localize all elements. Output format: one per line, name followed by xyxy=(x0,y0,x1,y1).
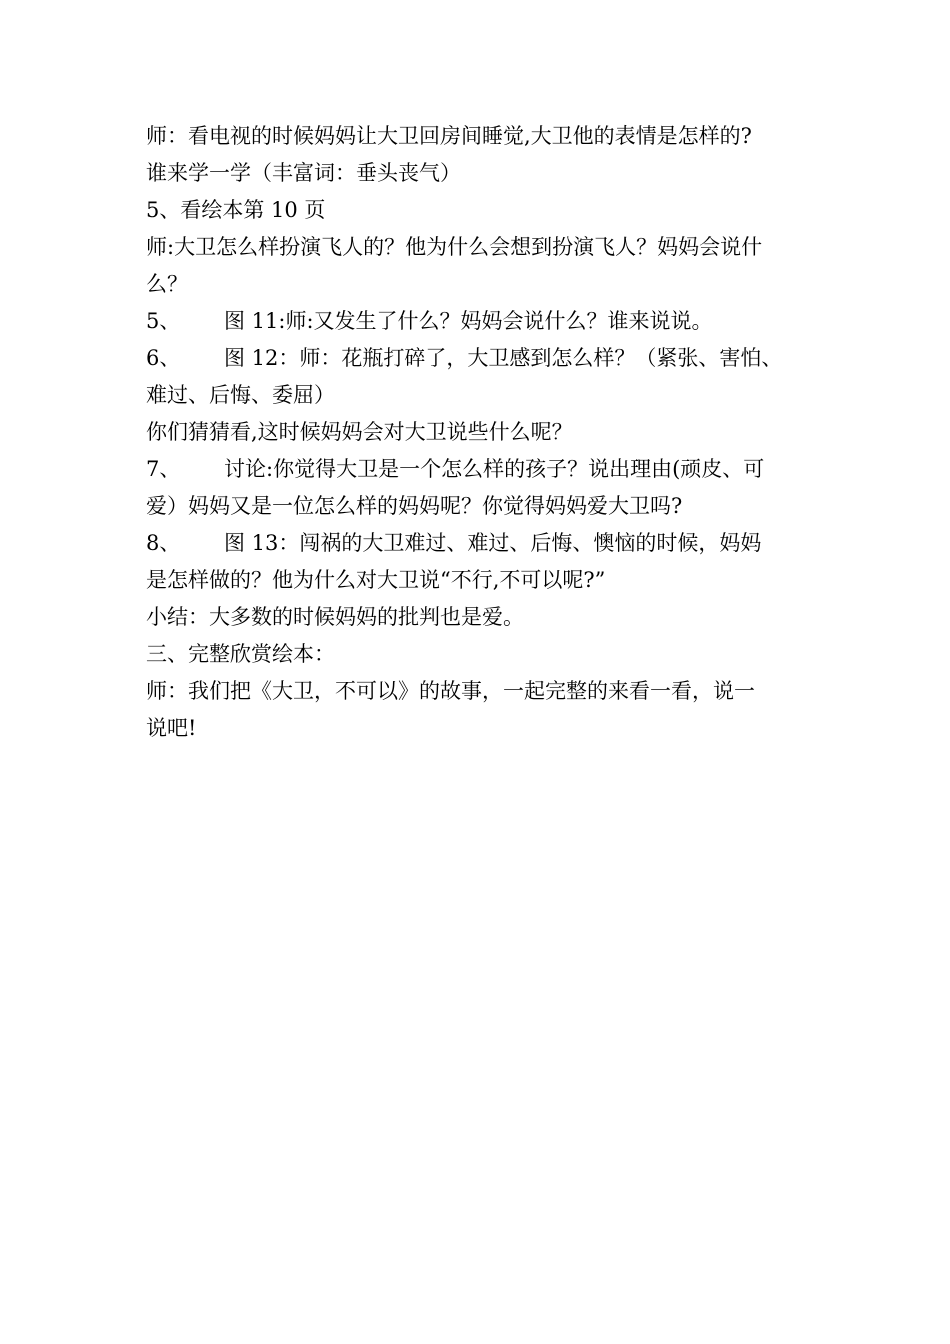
section-heading: 三、完整欣赏绘本： xyxy=(146,642,335,666)
text-line: 说吧! xyxy=(146,716,197,740)
list-item-text: 讨论:你觉得大卫是一个怎么样的孩子？说出理由(顽皮、可 xyxy=(224,457,765,481)
summary-line: 小结：大多数的时候妈妈的批判也是爱。 xyxy=(146,605,524,629)
list-number: 8、 xyxy=(146,531,181,555)
text-line: 师：我们把《大卫，不可以》的故事，一起完整的来看一看，说一 xyxy=(146,679,755,703)
section-heading: 5、看绘本第 10 页 xyxy=(146,198,326,222)
text-line: 么？ xyxy=(146,272,188,296)
list-item-7 xyxy=(146,451,812,488)
list-item-text: 图 11:师:又发生了什么？妈妈会说什么？谁来说说。 xyxy=(224,309,713,333)
list-item-text: 图 13：闯祸的大卫难过、难过、后悔、懊恼的时候，妈妈 xyxy=(224,531,762,555)
list-number: 5、 xyxy=(146,309,181,333)
list-item-continuation: 爱）妈妈又是一位怎么样的妈妈呢？你觉得妈妈爱大卫吗? xyxy=(146,494,683,518)
text-line: 师:大卫怎么样扮演飞人的？他为什么会想到扮演飞人？妈妈会说什 xyxy=(146,235,763,259)
list-item-6 xyxy=(146,340,812,377)
text-line: 师：看电视的时候妈妈让大卫回房间睡觉,大卫他的表情是怎样的? xyxy=(146,124,752,148)
text-line: 你们猜猜看,这时候妈妈会对大卫说些什么呢？ xyxy=(146,420,573,444)
text-line: 谁来学一学（丰富词：垂头丧气） xyxy=(146,161,461,185)
list-item-continuation: 是怎样做的？他为什么对大卫说“不行,不可以呢?” xyxy=(146,568,606,592)
document-body xyxy=(146,118,812,747)
list-number: 6、 xyxy=(146,346,181,370)
list-item-text: 图 12：师：花瓶打碎了，大卫感到怎么样？（紧张、害怕、 xyxy=(224,346,783,370)
list-number: 7、 xyxy=(146,457,181,481)
list-item-8 xyxy=(146,525,812,562)
list-item-5 xyxy=(146,303,812,340)
list-item-continuation: 难过、后悔、委屈） xyxy=(146,383,335,407)
